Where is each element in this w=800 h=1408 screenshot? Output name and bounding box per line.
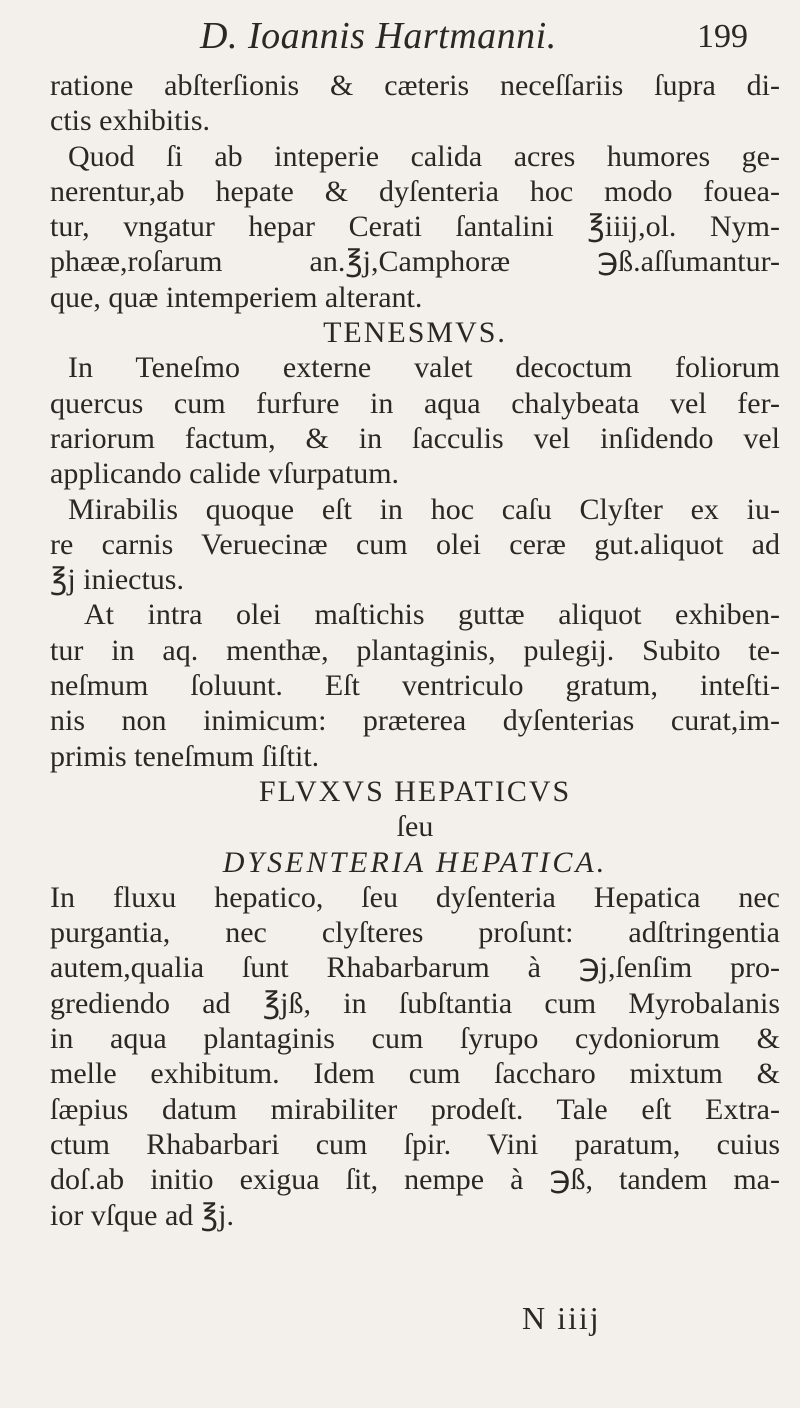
text-line: ctis exhibitis. (50, 104, 210, 138)
text-line: tur, vngatur hepar Cerati ſantalini ℥iiij,ol. Nym- (50, 210, 780, 244)
section-heading-dysenteria-hepatica: DYSENTERIA HEPATICA. (222, 845, 608, 879)
text-line: melle exhibitum. Idem cum ſaccharo mixtum & (50, 1057, 780, 1091)
text-line: re carnis Veruecinæ cum olei ceræ gut.aliquot ad (50, 527, 780, 561)
text-line: primis teneſmum ſiſtit. (50, 739, 320, 773)
section-heading-tenesmus: TENESMVS. (323, 316, 507, 350)
page-number: 199 (697, 18, 748, 55)
section-heading-seu: ſeu (396, 810, 434, 844)
text-line: quercus cum furfure in aqua chalybeata vel fer- (50, 386, 780, 420)
text-line: in aqua plantaginis cum ſyrupo cydoniorum & (50, 1022, 780, 1056)
signature-catchword: N iiij (522, 1300, 601, 1336)
text-line: nis non inimicum: præterea dyſenterias curat,im- (50, 704, 780, 738)
main-text (50, 68, 780, 1233)
text-line: ior vſque ad ℥j. (50, 1198, 234, 1232)
text-line: tur in aq. menthæ, plantaginis, pulegij. Subito te- (50, 633, 780, 667)
text-line: phææ,roſarum an.℥j,Camphoræ ℈ß.aſſumantur- (50, 245, 780, 279)
page-header (0, 8, 800, 68)
text-line: Quod ſi ab inteperie calida acres humores ge- (68, 139, 780, 173)
text-line: autem,qualia ſunt Rhabarbarum à ℈j,ſenſim pro- (50, 951, 780, 985)
text-line: purgantia, nec clyſteres proſunt: adſtringentia (50, 916, 780, 950)
text-line: In fluxu hepatico, ſeu dyſenteria Hepatica nec (50, 880, 780, 914)
text-line: At intra olei maſtichis guttæ aliquot exhiben- (84, 598, 780, 632)
section-heading-fluxus-hepaticus: FLVXVS HEPATICVS (258, 774, 572, 808)
text-line: ſæpius datum mirabiliter prodeſt. Tale eſt Extra- (50, 1092, 780, 1126)
text-line: rariorum factum, & in ſacculis vel inſidendo vel (50, 421, 780, 455)
text-line: ctum Rhabarbari cum ſpir. Vini paratum, cuius (50, 1127, 780, 1161)
text-line: In Teneſmo externe valet decoctum foliorum (68, 351, 780, 385)
text-line: ratione abſterſionis & cæteris neceſſariis ſupra di- (50, 69, 780, 102)
text-line: que, quæ intemperiem alterant. (50, 280, 423, 314)
text-line: Mirabilis quoque eſt in hoc caſu Clyſter ex iu- (68, 492, 780, 526)
text-line: ℥j iniectus. (50, 563, 184, 597)
text-line: applicando calide vſurpatum. (50, 457, 400, 491)
text-line: nerentur,ab hepate & dyſenteria hoc modo fouea- (50, 174, 780, 208)
text-line: grediendo ad ℥jß, in ſubſtantia cum Myrobalanis (50, 986, 780, 1020)
text-line: doſ.ab initio exigua ſit, nempe à ℈ß, tandem ma- (50, 1163, 780, 1197)
running-title: D. Ioannis Hartmanni. (200, 15, 557, 57)
text-line: neſmum ſoluunt. Eſt ventriculo gratum, inteſti- (50, 669, 780, 703)
